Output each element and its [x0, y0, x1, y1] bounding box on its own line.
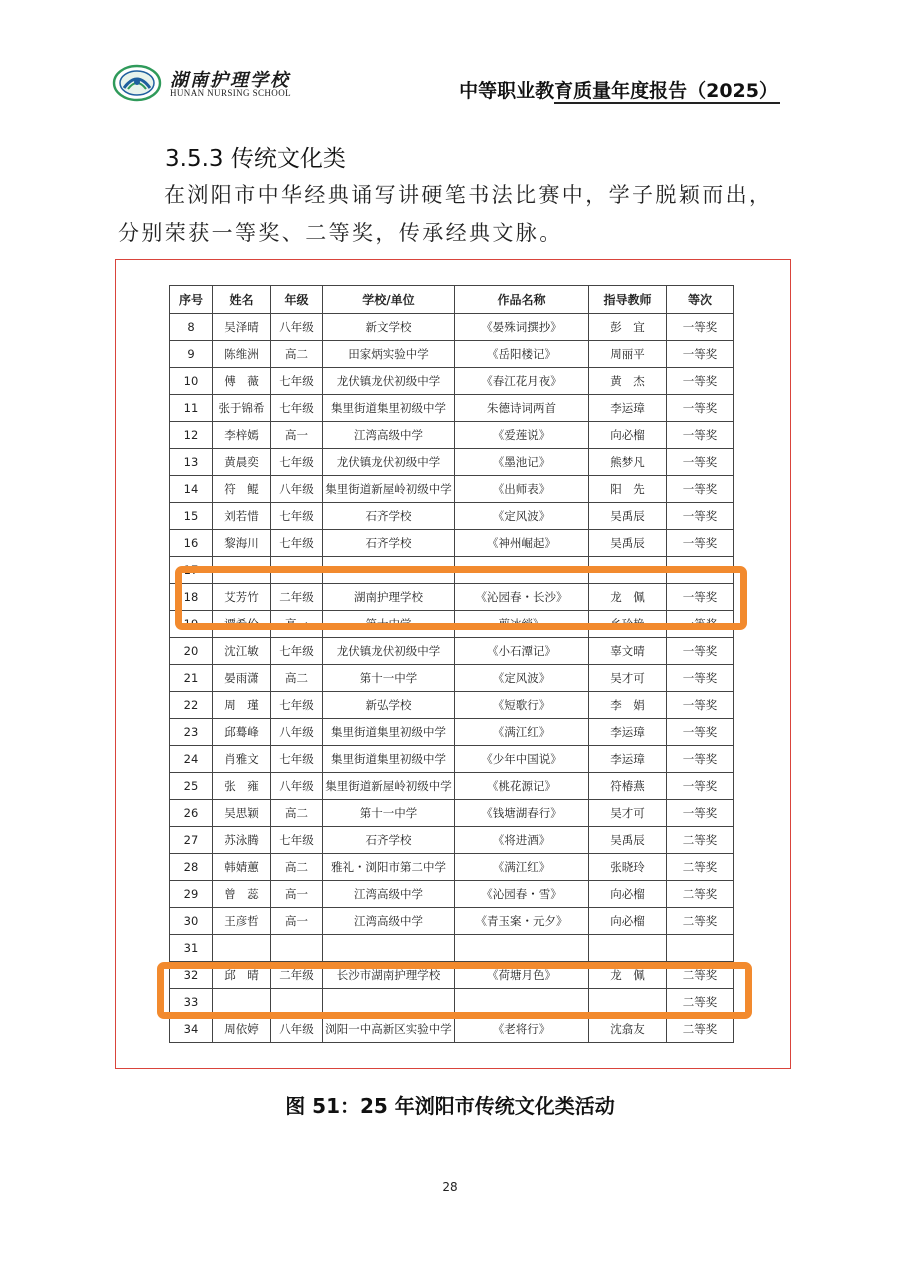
cell-name: 韩婧蕙	[213, 854, 271, 881]
cell-school: 长沙市湖南护理学校	[323, 962, 455, 989]
cell-name: 周依婷	[213, 1016, 271, 1043]
cell-number: 8	[170, 314, 213, 341]
cell-number: 13	[170, 449, 213, 476]
cell-name	[213, 935, 271, 962]
cell-name: 谭希伦	[213, 611, 271, 638]
table-row	[170, 503, 734, 530]
cell-number: 29	[170, 881, 213, 908]
cell-teacher: 李运璋	[589, 395, 667, 422]
cell-school: 湖南护理学校	[323, 584, 455, 611]
cell-number: 23	[170, 719, 213, 746]
cell-school: 田家炳实验中学	[323, 341, 455, 368]
cell-grade: 八年级	[271, 476, 323, 503]
cell-number: 20	[170, 638, 213, 665]
cell-award: 一等奖	[667, 611, 734, 638]
header-rule	[554, 102, 780, 104]
table-row	[170, 881, 734, 908]
column-header: 序号	[170, 286, 213, 314]
cell-award: 二等奖	[667, 962, 734, 989]
cell-name: 沈江敏	[213, 638, 271, 665]
cell-number: 26	[170, 800, 213, 827]
cell-teacher: 龙 佩	[589, 584, 667, 611]
cell-teacher: 沈翕友	[589, 1016, 667, 1043]
highlight-box-row-18	[175, 566, 747, 630]
cell-number: 15	[170, 503, 213, 530]
cell-grade: 高二	[271, 854, 323, 881]
cell-work: 《将进酒》	[455, 827, 589, 854]
cell-work: 《少年中国说》	[455, 746, 589, 773]
cell-name: 李梓嫣	[213, 422, 271, 449]
cell-number: 34	[170, 1016, 213, 1043]
cell-number: 33	[170, 989, 213, 1016]
cell-name: 曾 蕊	[213, 881, 271, 908]
cell-teacher: 向必榴	[589, 908, 667, 935]
cell-award: 一等奖	[667, 341, 734, 368]
cell-school: 第十一中学	[323, 665, 455, 692]
cell-school: 集里街道集里初级中学	[323, 746, 455, 773]
cell-number: 31	[170, 935, 213, 962]
cell-name: 苏泳腾	[213, 827, 271, 854]
table-row	[170, 368, 734, 395]
cell-teacher: 周丽平	[589, 341, 667, 368]
cell-number: 28	[170, 854, 213, 881]
cell-grade: 高一	[271, 611, 323, 638]
cell-number: 21	[170, 665, 213, 692]
cell-name: 黄晨奕	[213, 449, 271, 476]
cell-award: 二等奖	[667, 989, 734, 1016]
cell-award: 一等奖	[667, 503, 734, 530]
cell-teacher: 吴禹辰	[589, 503, 667, 530]
cell-teacher: 熊梦凡	[589, 449, 667, 476]
cell-award: 一等奖	[667, 800, 734, 827]
cell-work: 《爱莲说》	[455, 422, 589, 449]
cell-school: 第十一中学	[323, 800, 455, 827]
table-row	[170, 935, 734, 962]
cell-work: 《小石潭记》	[455, 638, 589, 665]
cell-name: 符 鲲	[213, 476, 271, 503]
cell-teacher: 吴禹辰	[589, 530, 667, 557]
cell-name: 吴泽晴	[213, 314, 271, 341]
cell-work: 《沁园春・雪》	[455, 881, 589, 908]
cell-teacher: 彭 宜	[589, 314, 667, 341]
cell-grade: 八年级	[271, 773, 323, 800]
cell-work: 《钱塘湖春行》	[455, 800, 589, 827]
cell-award: 一等奖	[667, 449, 734, 476]
cell-award: 一等奖	[667, 584, 734, 611]
cell-award: 一等奖	[667, 719, 734, 746]
column-header: 作品名称	[455, 286, 589, 314]
cell-work: 《神州崛起》	[455, 530, 589, 557]
cell-grade: 二年级	[271, 962, 323, 989]
cell-name: 艾芳竹	[213, 584, 271, 611]
cell-school: 龙伏镇龙伏初级中学	[323, 368, 455, 395]
cell-number: 24	[170, 746, 213, 773]
cell-work: 《短歌行》	[455, 692, 589, 719]
cell-grade: 高一	[271, 881, 323, 908]
cell-grade: 高二	[271, 341, 323, 368]
cell-school: 龙伏镇龙伏初级中学	[323, 449, 455, 476]
cell-number: 25	[170, 773, 213, 800]
cell-teacher: 吴才可	[589, 665, 667, 692]
cell-school: 新文学校	[323, 314, 455, 341]
table-row	[170, 638, 734, 665]
cell-school: 雅礼・浏阳市第二中学	[323, 854, 455, 881]
cell-grade: 七年级	[271, 530, 323, 557]
cell-teacher: 李运璋	[589, 719, 667, 746]
cell-name: 邱蓦峰	[213, 719, 271, 746]
cell-number: 16	[170, 530, 213, 557]
page-header	[112, 62, 780, 104]
cell-work: 《岳阳楼记》	[455, 341, 589, 368]
cell-award: 一等奖	[667, 638, 734, 665]
cell-work: 《定风波》	[455, 503, 589, 530]
cell-award: 二等奖	[667, 827, 734, 854]
cell-name: 肖雅文	[213, 746, 271, 773]
cell-name: 刘若惜	[213, 503, 271, 530]
cell-number: 27	[170, 827, 213, 854]
cell-school: 石齐学校	[323, 530, 455, 557]
school-name-en: HUNAN NURSING SCHOOL	[170, 88, 292, 98]
cell-name: 周 瑾	[213, 692, 271, 719]
table-row	[170, 827, 734, 854]
table-row	[170, 449, 734, 476]
cell-grade: 八年级	[271, 1016, 323, 1043]
table-body	[170, 314, 734, 1043]
cell-award: 一等奖	[667, 422, 734, 449]
cell-school: 新弘学校	[323, 692, 455, 719]
cell-award: 一等奖	[667, 314, 734, 341]
cell-number: 22	[170, 692, 213, 719]
cell-award	[667, 935, 734, 962]
cell-work: 《晏殊词撰抄》	[455, 314, 589, 341]
cell-work: 《春江花月夜》	[455, 368, 589, 395]
cell-award: 一等奖	[667, 692, 734, 719]
cell-school: 石齐学校	[323, 827, 455, 854]
cell-school: 集里街道新屋岭初级中学	[323, 476, 455, 503]
column-header: 指导教师	[589, 286, 667, 314]
cell-grade: 七年级	[271, 368, 323, 395]
table-row	[170, 692, 734, 719]
cell-grade: 七年级	[271, 638, 323, 665]
cell-work: 《桃花源记》	[455, 773, 589, 800]
cell-award: 一等奖	[667, 530, 734, 557]
column-header: 等次	[667, 286, 734, 314]
cell-grade	[271, 935, 323, 962]
cell-school: 浏阳一中高新区实验中学	[323, 1016, 455, 1043]
cell-grade: 八年级	[271, 314, 323, 341]
cell-work: 《荷塘月色》	[455, 962, 589, 989]
cell-number: 9	[170, 341, 213, 368]
cell-school: 第十中学	[323, 611, 455, 638]
figure-caption: 图 51：25 年浏阳市传统文化类活动	[285, 1094, 615, 1118]
cell-teacher: 吴才可	[589, 800, 667, 827]
cell-award: 一等奖	[667, 773, 734, 800]
cell-grade: 七年级	[271, 692, 323, 719]
cell-school: 江湾高级中学	[323, 908, 455, 935]
cell-grade: 高二	[271, 800, 323, 827]
column-header: 学校/单位	[323, 286, 455, 314]
cell-school: 集里街道集里初级中学	[323, 395, 455, 422]
cell-work: 《墨池记》	[455, 449, 589, 476]
column-header: 姓名	[213, 286, 271, 314]
table-header-row	[170, 286, 734, 314]
cell-teacher: 龙 佩	[589, 962, 667, 989]
cell-number: 19	[170, 611, 213, 638]
cell-work: 《沁园春・长沙》	[455, 584, 589, 611]
cell-grade: 高二	[271, 665, 323, 692]
cell-number: 14	[170, 476, 213, 503]
cell-teacher: 阳 先	[589, 476, 667, 503]
cell-grade: 八年级	[271, 719, 323, 746]
table-row	[170, 773, 734, 800]
cell-school	[323, 935, 455, 962]
cell-teacher: 向必榴	[589, 422, 667, 449]
cell-work: 《满江红》	[455, 854, 589, 881]
table-row	[170, 854, 734, 881]
cell-name: 黎海川	[213, 530, 271, 557]
table-row	[170, 800, 734, 827]
highlight-box-row-32	[157, 962, 752, 1019]
cell-award: 一等奖	[667, 476, 734, 503]
cell-award: 二等奖	[667, 908, 734, 935]
cell-teacher: 吴禹辰	[589, 827, 667, 854]
cell-number: 17	[170, 557, 213, 584]
table-row	[170, 341, 734, 368]
cell-name: 陈维洲	[213, 341, 271, 368]
cell-award: 一等奖	[667, 665, 734, 692]
cell-number: 18	[170, 584, 213, 611]
section-paragraph	[118, 176, 788, 252]
cell-school: 龙伏镇龙伏初级中学	[323, 638, 455, 665]
cell-teacher: 向必榴	[589, 881, 667, 908]
table-row	[170, 746, 734, 773]
cell-award: 二等奖	[667, 1016, 734, 1043]
cell-school: 江湾高级中学	[323, 422, 455, 449]
cell-name: 傅 薇	[213, 368, 271, 395]
cell-name: 邱 晴	[213, 962, 271, 989]
cell-work: 《出师表》	[455, 476, 589, 503]
cell-grade: 高一	[271, 422, 323, 449]
table-row	[170, 395, 734, 422]
cell-number: 30	[170, 908, 213, 935]
cell-teacher: 李 娟	[589, 692, 667, 719]
table-row	[170, 1016, 734, 1043]
cell-award: 一等奖	[667, 368, 734, 395]
cell-work	[455, 935, 589, 962]
table-row	[170, 908, 734, 935]
cell-teacher: 李运璋	[589, 746, 667, 773]
cell-number: 12	[170, 422, 213, 449]
cell-name: 吴思颖	[213, 800, 271, 827]
cell-work: 《满江红》	[455, 719, 589, 746]
cell-work: 朱德诗词两首	[455, 395, 589, 422]
cell-work: 《定风波》	[455, 665, 589, 692]
cell-school: 集里街道新屋岭初级中学	[323, 773, 455, 800]
table-row	[170, 719, 734, 746]
table-row	[170, 422, 734, 449]
table-row	[170, 665, 734, 692]
cell-number: 10	[170, 368, 213, 395]
table-row	[170, 314, 734, 341]
table-row	[170, 476, 734, 503]
cell-teacher	[589, 935, 667, 962]
cell-school: 江湾高级中学	[323, 881, 455, 908]
cell-teacher: 黄 杰	[589, 368, 667, 395]
cell-name: 张 雍	[213, 773, 271, 800]
cell-award: 二等奖	[667, 854, 734, 881]
cell-grade: 七年级	[271, 827, 323, 854]
cell-number: 11	[170, 395, 213, 422]
school-name-cn: 湖南护理学校	[170, 70, 290, 91]
cell-name: 王彦哲	[213, 908, 271, 935]
awards-table	[169, 285, 734, 1043]
cell-grade: 七年级	[271, 746, 323, 773]
cell-name: 张于锦希	[213, 395, 271, 422]
cell-school: 集里街道集里初级中学	[323, 719, 455, 746]
cell-grade: 二年级	[271, 584, 323, 611]
cell-award: 二等奖	[667, 881, 734, 908]
cell-award: 一等奖	[667, 746, 734, 773]
page-number: 28	[442, 1180, 458, 1194]
cell-work: 《老将行》	[455, 1016, 589, 1043]
school-logo	[112, 64, 162, 102]
cell-teacher: 符椿燕	[589, 773, 667, 800]
column-header: 年级	[271, 286, 323, 314]
cell-award: 一等奖	[667, 395, 734, 422]
cell-grade: 七年级	[271, 503, 323, 530]
report-title: 中等职业教育质量年度报告（2025）	[459, 80, 778, 102]
cell-number: 32	[170, 962, 213, 989]
cell-teacher: 张晓玲	[589, 854, 667, 881]
cell-school: 石齐学校	[323, 503, 455, 530]
cell-work: 《青玉案・元夕》	[455, 908, 589, 935]
cell-teacher: 乡玲艳	[589, 611, 667, 638]
cell-grade: 七年级	[271, 395, 323, 422]
cell-name: 晏雨潇	[213, 665, 271, 692]
table-row	[170, 530, 734, 557]
cell-work: 剪冰绡》	[455, 611, 589, 638]
section-paragraph-text: 在浏阳市中华经典诵写讲硬笔书法比赛中，学子脱颖而出，分别荣获一等奖、二等奖，传承经典文脉。	[118, 183, 773, 245]
section-title: 3.5.3 传统文化类	[165, 146, 346, 172]
cell-teacher: 辜文晴	[589, 638, 667, 665]
cell-grade: 七年级	[271, 449, 323, 476]
cell-grade: 高一	[271, 908, 323, 935]
